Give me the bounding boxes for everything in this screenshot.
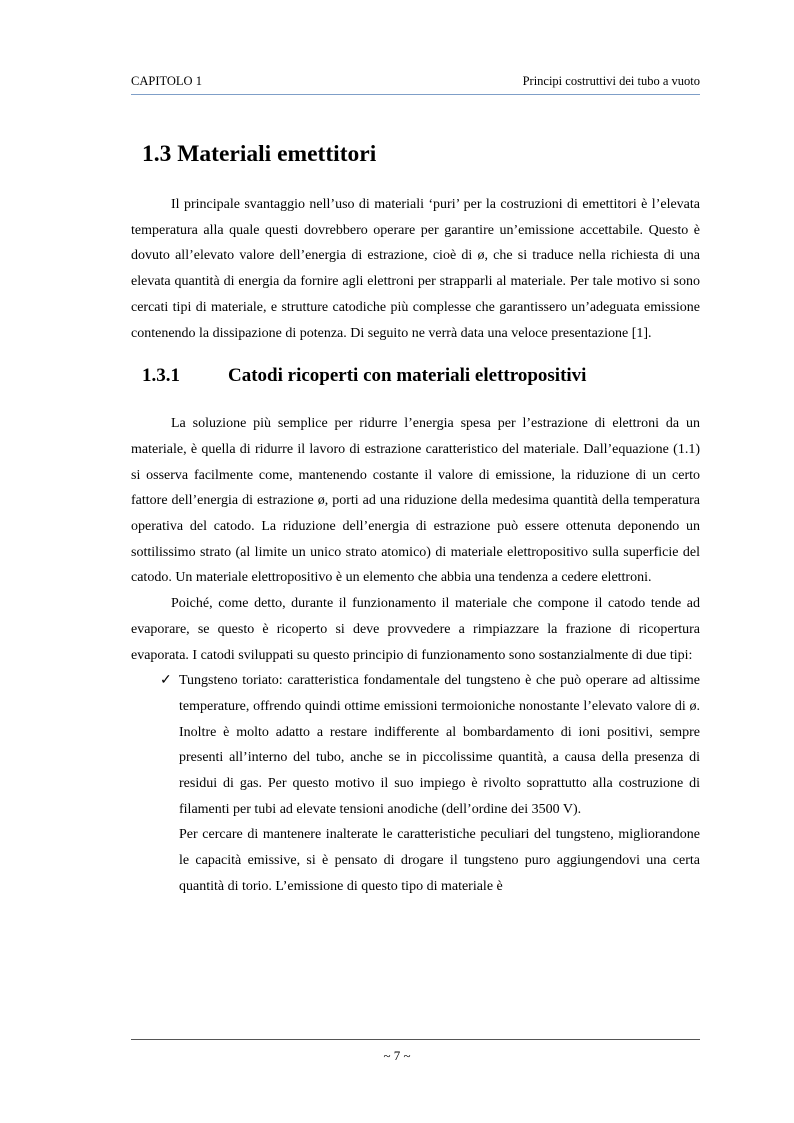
page-content xyxy=(131,138,700,900)
page-number: ~ 7 ~ xyxy=(383,1048,411,1063)
footer-divider xyxy=(131,1039,700,1040)
page-header xyxy=(131,74,700,95)
header-title: Principi costruttivi dei tubo a vuoto xyxy=(522,74,700,88)
header-chapter: CAPITOLO 1 xyxy=(131,74,202,88)
bullet-continuation: Per cercare di mantenere inalterate le caratteristiche peculiari del tungsteno, migliorandone le capacità emissive, si è pensato di drogare il tungsteno puro aggiungendovi una certa quantità di torio. L’emissione di questo tipo di materiale è xyxy=(179,827,700,894)
body-paragraph: Poiché, come detto, durante il funzionamento il materiale che compone il catodo tende ad evaporare, se questo è ricoperto si deve provvedere a rimpiazzare la frazione di ricopertura evaporata. I catodi sviluppati su questo principio di funzionamento sono sostanzialmente di due tipi: xyxy=(131,596,700,663)
subsection-title: Catodi ricoperti con materiali elettropositivi xyxy=(228,365,587,387)
checkmark-icon: ✓ xyxy=(160,673,172,689)
section-title: 1.3 Materiali emettitori xyxy=(142,141,377,167)
subsection-number: 1.3.1 xyxy=(142,365,180,387)
body-paragraph: La soluzione più semplice per ridurre l’energia spesa per l’estrazione di elettroni da un materiale, è quella di ridurre il lavoro di estrazione caratteristico del materiale. Dall’equazione (1.1) si osserva facilmente come, mantenendo costante il valore di emissione, la riduzione di un certo fattore dell’energia di estrazione ø, porti ad una riduzione della medesima quantità della temperatura operativa del catodo. La riduzione dell’energia di estrazione può essere ottenuta deponendo un sottilissimo strato (al limite un unico strato atomico) di materiale elettropositivo sulla superficie del catodo. Un materiale elettropositivo è un elemento che abbia una tendenza a cedere elettroni. xyxy=(131,416,700,586)
bullet-text: Tungsteno toriato: caratteristica fondamentale del tungsteno è che può operare ad altissime temperature, offrendo quindi ottime emissioni termoioniche nonostante l’elevato valore di ø. Inoltre è molto adatto a restare indifferente al bombardamento di ioni positivi, sempre presenti all’interno del tubo, anche se in piccolissime quantità, a causa della presenza di residui di gas. Per questo motivo il suo impiego è rivolto soprattutto alla costruzione di filamenti per tubi ad elevate tensioni anodiche (dell’ordine dei 3500 V). xyxy=(179,673,700,817)
section-paragraph: Il principale svantaggio nell’uso di materiali ‘puri’ per la costruzioni di emettitori è l’elevata temperatura alla quale questi dovrebbero operare per garantire un’emissione accettabile. Questo è dovuto all’elevato valore dell’energia di estrazione, cioè di ø, che si traduce nella richiesta di una elevata quantità di energia da fornire agli elettroni per strapparli al materiale. Per tale motivo si sono cercati tipi di materiale, e strutture catodiche più complesse che garantissero un’adeguata emissione contenendo la dissipazione di potenza. Di seguito ne verrà data una veloce presentazione [1]. xyxy=(131,197,700,341)
subsection-heading xyxy=(142,363,700,389)
bullet-item xyxy=(160,668,700,899)
